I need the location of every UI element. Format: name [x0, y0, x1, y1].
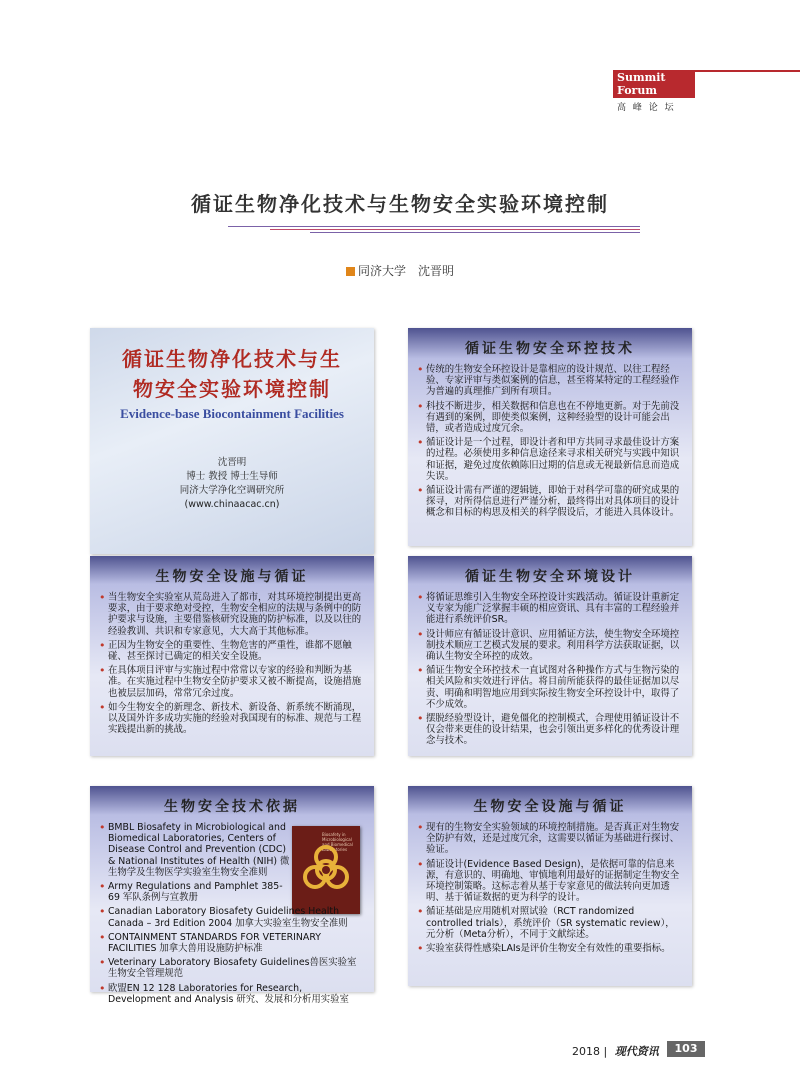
slide3-bullets	[108, 592, 362, 735]
slide1-url: (www.chinaacac.cn)	[184, 499, 280, 510]
slide4-bullets	[426, 592, 680, 747]
list-item: • 循证生物安全环控技术一直试图对各种操作方式与生物污染的相关风险和实效进行评估。将目前所能获得的最佳证据加以尽责、明确和明智地应用到实际按生物安全环控设计中，取得了不少成效。	[426, 665, 680, 710]
author-line	[0, 262, 800, 279]
list-item: • 现有的生物安全实验领域的环境控制措施。是否真正对生物安全防护有效，还是过度冗余，这需要以循证为基础进行探讨、验证。	[426, 822, 680, 856]
list-item: • 循证基础是应用随机对照试验（RCT randomized controlled trials），系统评价（SR systematic review），元分析（Meta分析），不同于文献综述。	[426, 906, 680, 940]
page-number: 103	[667, 1041, 705, 1057]
forum-label-cn: 高 峰 论 坛	[617, 103, 676, 113]
slide5-bullets	[108, 822, 294, 903]
list-item: • 将循证思维引入生物安全环控设计实践活动。循证设计重新定义专家为能广泛掌握丰硕的相应资讯、具有丰富的工程经验并能进行系统评价SR。	[426, 592, 680, 626]
slide6-bullets	[426, 822, 680, 954]
list-item: • 循证设计需有严谨的逻辑链，即始于对科学可靠的研究成果的探寻，对所得信息进行严谨分析，最终得出对具体项目的设计概念和目标的构思及相关的科学假设后，才能进入具体设计。	[426, 485, 680, 519]
slide1-role: 博士 教授 博士生导师	[186, 471, 278, 482]
slide6-title: 生物安全设施与循证	[473, 799, 627, 815]
slide5-title: 生物安全技术依据	[164, 799, 300, 815]
bmbl-book-cover-image	[292, 826, 360, 914]
slide1-author-info	[90, 456, 374, 512]
list-item: • 摆脱经验型设计，避免僵化的控制模式，合理使用循证设计不仅会带来更佳的设计结果，也会引领出更多样化的优秀设计理念与技术。	[426, 713, 680, 747]
book-cover-text: Biosafety in Microbiological and Biomedical Laboratories	[322, 832, 353, 852]
author-name: 同济大学 沈晋明	[357, 264, 454, 278]
list-item: • 科技不断进步，相关数据和信息也在不停地更新。对于先前没有遇到的案例，即使类似案例，这种经验型的设计可能会出错，或者造成过度冗余。	[426, 401, 680, 435]
section-header	[613, 70, 695, 115]
slide2-bullets	[426, 364, 680, 519]
list-item: • 循证设计(Evidence Based Design)，是依据可靠的信息来源，有意识的、明确地、审慎地利用最好的证据制定生物安全环境控制策略。这标志着从基于专家意见的做法转向更加透明、基于循证数据的更为科学的设计。	[426, 859, 680, 904]
list-item: • 当生物安全实验室从荒岛进入了都市，对其环境控制提出更高要求，由于要求绝对受控，生物安全相应的法规与条例中的防护要求与设施，主要借鉴核研究设施的防护标准，以及以往的经验教训、共识和专家意见，大大高于其他标准。	[108, 592, 362, 637]
slide3-title: 生物安全设施与循证	[155, 569, 309, 585]
footer-year: 2018	[572, 1045, 600, 1058]
slide1-cn-title	[90, 344, 374, 404]
title-rule-1	[228, 226, 640, 227]
list-item: • Canadian Laboratory Biosafety Guidelines Health Canada – 3rd Edition 2004 加拿大实验室生物安全准则	[108, 906, 362, 928]
list-item: • 在具体项目评审与实施过程中常常以专家的经验和判断为基准。在实施过程中生物安全防护要求又被不断提高，设施措施也被层层加码，常常冗余过度。	[108, 665, 362, 699]
slide1-cn-title-line2: 物安全实验环境控制	[133, 377, 331, 401]
footer-magazine: 现代资讯	[614, 1045, 659, 1058]
list-item: • Army Regulations and Pamphlet 385-69 军队条例与宣教册	[108, 881, 294, 903]
page-footer: 2018 | 现代资讯	[572, 1045, 659, 1058]
biohazard-icon	[292, 826, 360, 914]
list-item: • 循证设计是一个过程，即设计者和甲方共同寻求最佳设计方案的过程。必须使用多种信息途径来寻求相关研究与实践中知识和证据，避免过度依赖陈旧过期的信息或无视最新信息而造成失误。	[426, 437, 680, 482]
forum-label-en: Summit Forum	[613, 70, 695, 98]
slide4-title: 循证生物安全环境设计	[465, 569, 635, 585]
slide5-bullets-lower	[108, 906, 362, 1005]
list-item: • 如今生物安全的新理念、新技术、新设备、新系统不断涌现，以及国外许多成功实施的经验对我国现有的标准、规范与工程实践提出新的挑战。	[108, 702, 362, 736]
slide-evidence-control	[408, 328, 692, 546]
slide-title-card	[90, 328, 374, 554]
list-item: • CONTAINMENT STANDARDS FOR VETERINARY FACILITIES 加拿大兽用设施防护标准	[108, 932, 362, 954]
slide-facility-evidence-2	[408, 786, 692, 986]
title-rule-2	[270, 229, 640, 230]
list-item: • 欧盟EN 12 128 Laboratories for Research, Development and Analysis 研究、发展和分析用实验室	[108, 983, 362, 1005]
slide1-cn-title-line1: 循证生物净化技术与生	[122, 347, 342, 371]
list-item: • 设计师应有循证设计意识、应用循证方法，使生物安全环境控制技术顺应工艺模式发展的要求。利用科学方法获取证据，以确认生物安全环控的成效。	[426, 629, 680, 663]
title-rule-3	[310, 232, 640, 233]
slide1-name: 沈晋明	[217, 457, 247, 468]
list-item: • 传统的生物安全环控设计是靠相应的设计规范、以往工程经验、专家评审与类似案例的信息，甚至将某特定的工程经验作为普遍的真理推广到所有项目。	[426, 364, 680, 398]
slide1-org: 同济大学净化空调研究所	[179, 485, 285, 496]
list-item: • 正因为生物安全的重要性、生物危害的严重性，谁都不愿触碰、甚至探讨已确定的相关安全设施。	[108, 640, 362, 662]
list-item: • BMBL Biosafety in Microbiological and Biomedical Laboratories, Centers of Disease Control and Prevention (CDC) & National Institutes of Health (NIH) 微生物学及生物医学实验室生物安全准则	[108, 822, 294, 878]
header-rule	[685, 70, 800, 86]
slide1-en-title: Evidence-base Biocontainment Facilities	[120, 406, 344, 421]
slide-environment-design	[408, 556, 692, 756]
slide-technical-basis	[90, 786, 374, 1005]
article-title: 循证生物净化技术与生物安全实验环境控制	[191, 192, 609, 216]
list-item: • Veterinary Laboratory Biosafety Guidelines兽医实验室生物安全管理规范	[108, 957, 362, 979]
slide-facility-evidence	[90, 556, 374, 756]
orange-square-icon	[346, 267, 355, 276]
slide2-title: 循证生物安全环控技术	[465, 341, 635, 357]
list-item: • 实验室获得性感染LAIs是评价生物安全有效性的重要指标。	[426, 943, 680, 954]
